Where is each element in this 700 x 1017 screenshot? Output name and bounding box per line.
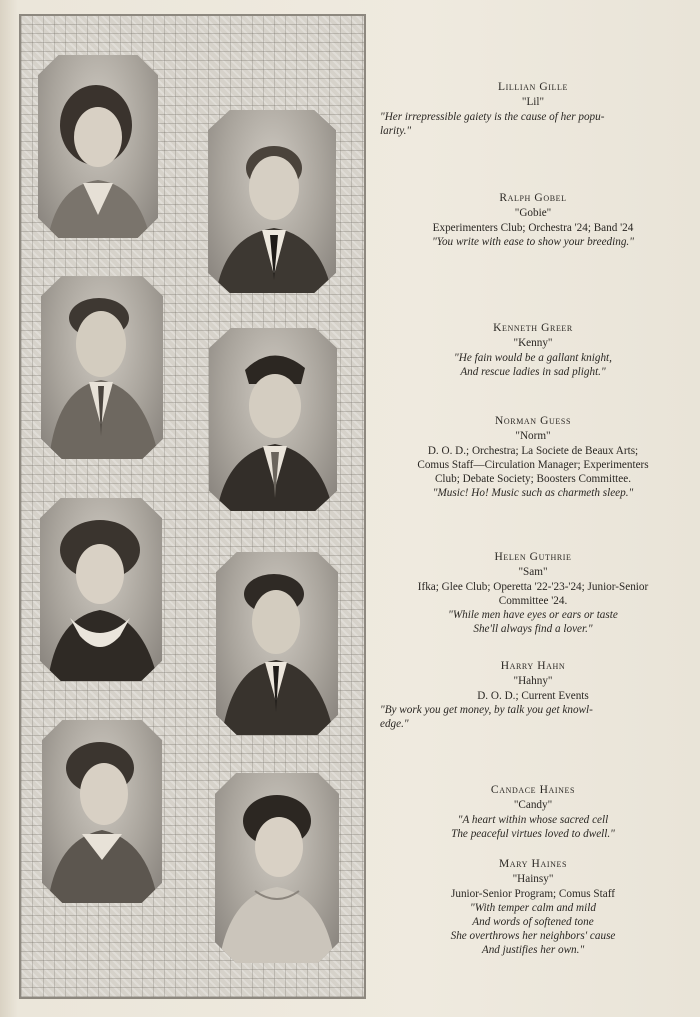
student-quote (380, 901, 686, 957)
entry-ralph-gobel (380, 191, 686, 249)
student-nickname: "Kenny" (513, 337, 553, 349)
student-nickname: "Sam" (518, 566, 548, 578)
entry-helen-guthrie (380, 550, 686, 636)
quote-line: "Her irrepressible gaiety is the cause of her popu- (380, 111, 605, 123)
quote-line: "While men have eyes or ears or taste (448, 609, 618, 621)
entry-kenneth-greer (380, 321, 686, 379)
portrait-mary-haines (215, 773, 339, 963)
student-name: Candace Haines (490, 784, 576, 796)
quote-line: And rescue ladies in sad plight." (460, 366, 606, 378)
quote-line: The peaceful virtues loved to dwell." (451, 828, 615, 840)
quote-line: She'll always find a lover." (473, 623, 593, 635)
quote-line: "By work you get money, by talk you get knowl- (380, 704, 593, 716)
student-quote (380, 813, 686, 841)
student-activities (380, 221, 686, 235)
entry-candace-haines (380, 783, 686, 841)
student-activities (380, 580, 686, 608)
portrait-image (42, 720, 162, 903)
student-quote (380, 235, 686, 249)
portrait-harry-hahn (216, 552, 338, 735)
portrait-image (215, 773, 339, 963)
student-quote (380, 110, 686, 138)
activities-line: Experimenters Club; Orchestra '24; Band '24 (432, 222, 634, 234)
activities-line: D. O. D.; Current Events (477, 690, 589, 702)
student-nickname: "Norm" (515, 430, 551, 442)
portrait-image (208, 110, 336, 293)
quote-line: And words of softened tone (472, 916, 594, 928)
portrait-image (41, 276, 163, 459)
portrait-image (38, 55, 158, 238)
student-nickname: "Hahny" (513, 675, 553, 687)
quote-line: "You write with ease to show your breeding." (432, 236, 634, 248)
portrait-image (216, 552, 338, 735)
portrait-helen-guthrie (40, 498, 162, 681)
activities-line: Club; Debate Society; Boosters Committee. (434, 473, 632, 485)
portrait-norman-guess (209, 328, 337, 511)
student-name: Harry Hahn (500, 660, 566, 672)
quote-line: "He fain would be a gallant knight, (454, 352, 612, 364)
activities-line: Comus Staff—Circulation Manager; Experimenters (417, 459, 649, 471)
student-nickname: "Hainsy" (512, 873, 554, 885)
quote-line: larity." (380, 125, 412, 137)
student-name: Mary Haines (498, 858, 567, 870)
activities-line: Ifka; Glee Club; Operetta '22-'23-'24; Junior-Senior (417, 581, 649, 593)
student-name: Helen Guthrie (494, 551, 572, 563)
student-name: Kenneth Greer (493, 322, 573, 334)
activities-line: D. O. D.; Orchestra; La Societe de Beaux Arts; (427, 445, 639, 457)
portrait-image (209, 328, 337, 511)
student-nickname: "Lil" (521, 96, 545, 108)
portrait-lillian-gille (38, 55, 158, 238)
student-quote (380, 351, 686, 379)
quote-line: She overthrows her neighbors' cause (450, 930, 616, 942)
student-activities (380, 887, 686, 901)
student-name: Norman Guess (494, 415, 572, 427)
entry-norman-guess (380, 414, 686, 500)
student-quote (380, 486, 686, 500)
student-quote (380, 703, 686, 731)
entry-lillian-gille (380, 80, 686, 138)
portrait-kenneth-greer (41, 276, 163, 459)
entry-harry-hahn (380, 659, 686, 731)
activities-line: Committee '24. (498, 595, 568, 607)
student-quote (380, 608, 686, 636)
student-activities (380, 689, 686, 703)
quote-line: And justifies her own." (481, 944, 585, 956)
portrait-candace-haines (42, 720, 162, 903)
quote-line: "With temper calm and mild (470, 902, 596, 914)
student-activities (380, 444, 686, 486)
portrait-ralph-gobel (208, 110, 336, 293)
quote-line: edge." (380, 718, 409, 730)
student-name: Ralph Gobel (499, 192, 567, 204)
entry-mary-haines (380, 857, 686, 957)
student-nickname: "Candy" (513, 799, 553, 811)
quote-line: "A heart within whose sacred cell (457, 814, 609, 826)
student-nickname: "Gobie" (514, 207, 552, 219)
activities-line: Junior-Senior Program; Comus Staff (451, 888, 615, 900)
portrait-image (40, 498, 162, 681)
quote-line: "Music! Ho! Music such as charmeth sleep." (432, 487, 634, 499)
student-name: Lillian Gille (498, 81, 568, 93)
